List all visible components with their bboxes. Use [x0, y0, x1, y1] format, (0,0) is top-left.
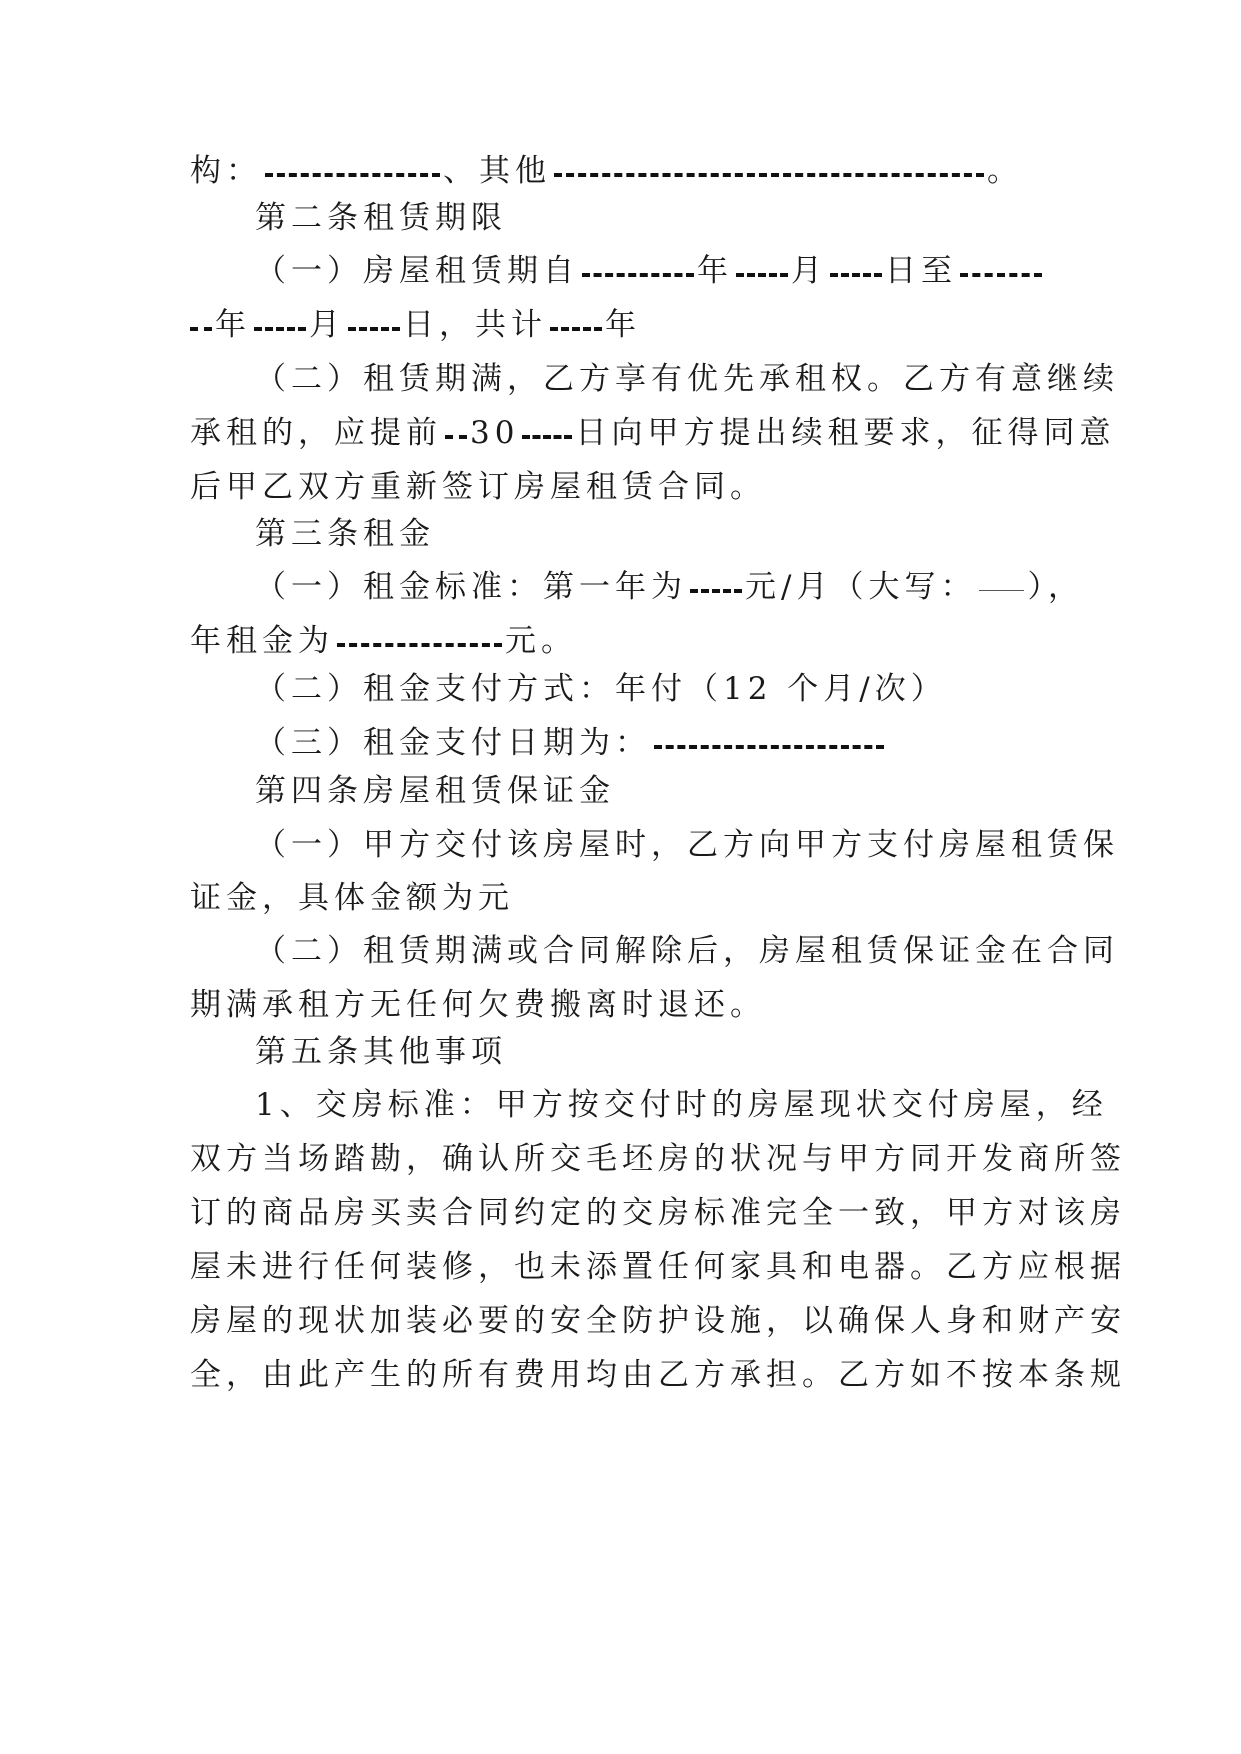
- fill-blank: [337, 643, 502, 647]
- fill-blank: [554, 173, 984, 177]
- text-span: 。: [987, 153, 1023, 189]
- text-span: （一）租金标准：第一年为: [255, 569, 687, 605]
- fill-blank: [690, 589, 742, 593]
- text-line: [190, 404, 1116, 462]
- fill-blank: [190, 327, 212, 331]
- text-line: [255, 558, 1084, 616]
- fill-blank: [265, 173, 440, 177]
- text-span: （一）房屋租赁期自: [255, 253, 579, 289]
- text-line: （二）租赁期满，乙方享有优先承租权。乙方有意继续: [255, 361, 1119, 397]
- fill-blank: [522, 435, 572, 439]
- text-line: 证金，具体金额为元: [190, 880, 514, 916]
- text-span: 年: [605, 307, 641, 343]
- fill-blank: [830, 273, 882, 277]
- text-line: [255, 242, 1050, 300]
- text-span: （三）租金支付日期为：: [255, 725, 651, 761]
- text-span: 月: [791, 253, 827, 289]
- fill-blank: [736, 273, 788, 277]
- text-span: 、其他: [443, 153, 551, 189]
- text-span: 月: [309, 307, 345, 343]
- text-span: 日，共计: [403, 307, 547, 343]
- text-line: 屋未进行任何装修，也未添置任何家具和电器。乙方应根据: [190, 1249, 1126, 1285]
- text-span: 日向甲方提出续租要求，征得同意: [575, 415, 1116, 451]
- article-heading: 第三条租金: [255, 516, 435, 552]
- text-span: 年: [697, 253, 733, 289]
- article-heading: 第四条房屋租赁保证金: [255, 773, 615, 809]
- fill-blank: [582, 273, 694, 277]
- text-span: 日至: [885, 253, 957, 289]
- fill-blank: [445, 435, 467, 439]
- text-line: [190, 296, 1050, 354]
- text-line: 后甲乙双方重新签订房屋租赁合同。: [190, 469, 766, 505]
- text-line: 1、交房标准：甲方按交付时的房屋现状交付房屋，经: [255, 1087, 1108, 1123]
- text-span: 年: [215, 307, 251, 343]
- text-span: 承租的，应提前: [190, 415, 442, 451]
- article-heading: 第二条租赁期限: [255, 200, 507, 236]
- text-line: （一）甲方交付该房屋时，乙方向甲方支付房屋租赁保: [255, 827, 1119, 863]
- text-line: （二）租金支付方式：年付（12 个月/次）: [255, 671, 947, 707]
- text-line: （二）租赁期满或合同解除后，房屋租赁保证金在合同: [255, 933, 1119, 969]
- text-line: 订的商品房买卖合同约定的交房标准完全一致，甲方对该房: [190, 1195, 1126, 1231]
- text-line: 期满承租方无任何欠费搬离时退还。: [190, 987, 766, 1023]
- text-line: 双方当场踏勘，确认所交毛坯房的状况与甲方同开发商所签: [190, 1141, 1126, 1177]
- text-span: 年租金为: [190, 623, 334, 659]
- fill-blank: [348, 327, 400, 331]
- notice-days-value: 30: [470, 415, 520, 451]
- fill-blank: [654, 745, 884, 749]
- text-line: 全，由此产生的所有费用均由乙方承担。乙方如不按本条规: [190, 1357, 1126, 1393]
- text-span: ），: [1027, 569, 1084, 605]
- article-heading: 第五条其他事项: [255, 1034, 507, 1070]
- fill-blank: [550, 327, 602, 331]
- fill-blank: [979, 590, 1024, 591]
- text-line: 房屋的现状加装必要的安全防护设施，以确保人身和财产安: [190, 1303, 1126, 1339]
- text-span: 构：: [190, 153, 262, 189]
- fill-blank: [960, 273, 1042, 277]
- text-span: 元/月（大写：: [745, 569, 977, 605]
- fill-blank: [254, 327, 306, 331]
- text-span: 元。: [505, 623, 577, 659]
